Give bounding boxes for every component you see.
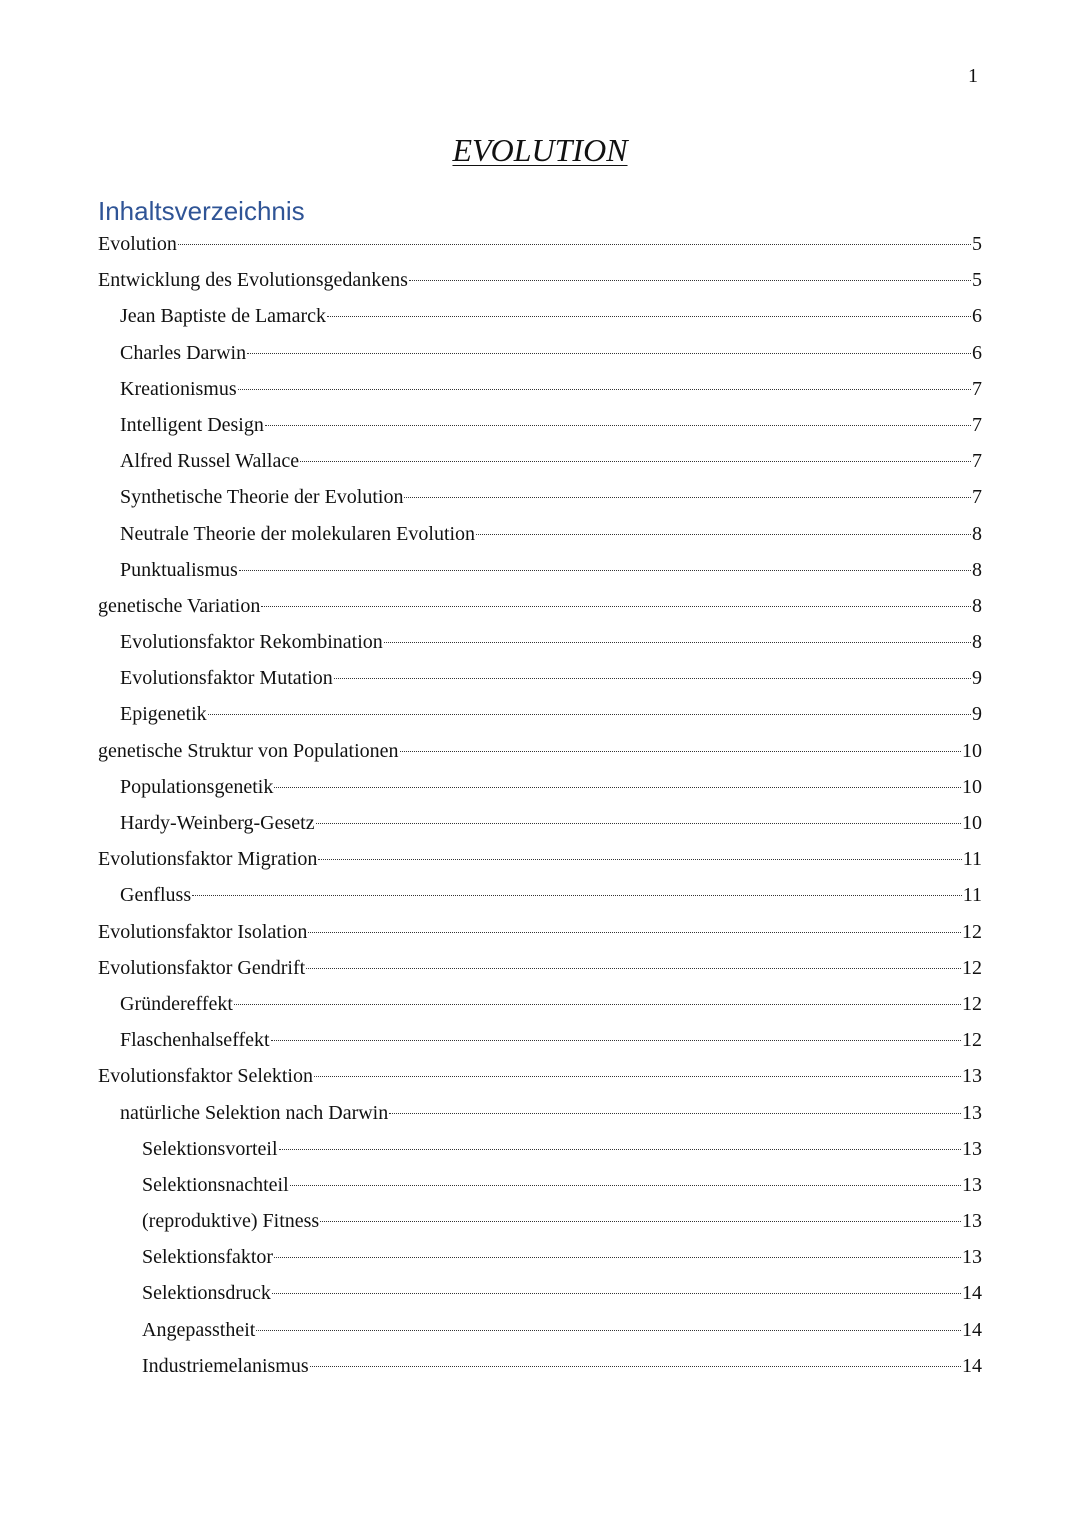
toc-entry[interactable] [98,1058,982,1094]
table-of-contents [98,226,982,1384]
toc-entry-label: Industriemelanismus [142,1354,309,1377]
toc-entry-page-number: 9 [972,703,982,726]
toc-entry-page-number: 7 [972,486,982,509]
toc-entry-label: Evolutionsfaktor Migration [98,848,318,871]
toc-entry-page-number: 11 [962,848,982,871]
toc-entry-label: natürliche Selektion nach Darwin [120,1101,389,1124]
toc-entry[interactable] [98,1167,982,1203]
toc-entry[interactable] [98,769,982,805]
toc-entry-page-number: 7 [972,450,982,473]
toc-entry-label: Kreationismus [120,377,237,400]
toc-entry[interactable] [98,733,982,769]
dot-leader [265,425,971,426]
toc-entry-label: Selektionsvorteil [142,1137,278,1160]
dot-leader [247,353,971,354]
toc-entry-label: genetische Struktur von Populationen [98,739,399,762]
toc-entry-label: Evolutionsfaktor Gendrift [98,956,306,979]
dot-leader [261,606,971,607]
toc-entry[interactable] [98,986,982,1022]
dot-leader [279,1149,961,1150]
toc-entry-label: Jean Baptiste de Lamarck [120,305,327,328]
toc-entry[interactable] [98,226,982,262]
toc-entry-label: Intelligent Design [120,413,264,436]
dot-leader [318,859,961,860]
dot-leader [239,570,971,571]
toc-entry-label: Alfred Russel Wallace [120,450,300,473]
toc-entry-page-number: 10 [962,739,982,762]
dot-leader [314,1076,961,1077]
toc-entry[interactable] [98,660,982,696]
toc-entry-page-number: 7 [972,413,982,436]
dot-leader [306,968,961,969]
toc-entry-label: Selektionsdruck [142,1282,271,1305]
toc-entry-page-number: 13 [962,1101,982,1124]
dot-leader [476,534,971,535]
dot-leader [272,1293,961,1294]
toc-entry[interactable] [98,516,982,552]
toc-entry-page-number: 13 [962,1065,982,1088]
toc-entry-page-number: 8 [972,594,982,617]
toc-entry[interactable] [98,1312,982,1348]
toc-entry-label: genetische Variation [98,594,261,617]
toc-entry[interactable] [98,479,982,515]
dot-leader [310,1366,961,1367]
dot-leader [320,1221,961,1222]
toc-entry-label: Evolutionsfaktor Rekombination [120,631,383,654]
dot-leader [256,1330,961,1331]
page-number: 1 [968,65,978,87]
toc-entry[interactable] [98,1275,982,1311]
toc-entry-label: Hardy-Weinberg-Gesetz [120,812,315,834]
toc-entry-label: Selektionsnachteil [142,1173,289,1196]
toc-entry[interactable] [98,841,982,877]
toc-entry[interactable] [98,262,982,298]
dot-leader [274,787,961,788]
toc-entry[interactable] [98,371,982,407]
toc-entry[interactable] [98,335,982,371]
toc-entry[interactable] [98,1022,982,1058]
toc-entry[interactable] [98,877,982,913]
toc-entry-page-number: 13 [962,1137,982,1160]
toc-entry-page-number: 13 [962,1210,982,1233]
toc-entry[interactable] [98,298,982,334]
dot-leader [334,678,971,679]
toc-entry-page-number: 14 [962,1282,982,1305]
toc-entry-label: Neutrale Theorie der molekularen Evolution [120,522,476,545]
toc-entry[interactable] [98,552,982,588]
toc-entry[interactable] [98,1203,982,1239]
toc-heading: Inhaltsverzeichnis [98,196,305,226]
toc-entry-label: Evolutionsfaktor Selektion [98,1065,313,1088]
dot-leader [327,316,971,317]
toc-entry-page-number: 9 [972,667,982,690]
dot-leader [404,497,971,498]
toc-entry-label: Evolutionsfaktor Mutation [120,667,333,690]
toc-entry-page-number: 6 [972,341,982,364]
toc-entry-page-number: 6 [972,305,982,328]
toc-entry-label: Synthetische Theorie der Evolution [120,486,404,509]
toc-entry-page-number: 12 [962,920,982,943]
toc-entry[interactable] [98,1095,982,1131]
toc-entry-page-number: 14 [962,1318,982,1341]
dot-leader [178,244,971,245]
toc-entry-page-number: 10 [962,812,982,834]
dot-leader [234,1004,961,1005]
toc-entry-page-number: 13 [962,1173,982,1196]
toc-entry-label: (reproduktive) Fitness [142,1210,320,1233]
toc-entry[interactable] [98,1239,982,1275]
dot-leader [400,751,961,752]
dot-leader [300,461,971,462]
toc-entry[interactable] [98,805,982,841]
toc-entry-label: Evolutionsfaktor Isolation [98,920,308,943]
toc-entry-label: Charles Darwin [120,341,247,364]
toc-entry-label: Epigenetik [120,703,207,726]
toc-entry-page-number: 8 [972,631,982,654]
toc-entry-page-number: 12 [962,1029,982,1052]
toc-entry[interactable] [98,407,982,443]
toc-entry-page-number: 5 [972,233,982,255]
toc-entry[interactable] [98,443,982,479]
toc-entry-page-number: 11 [962,884,982,907]
toc-entry-page-number: 13 [962,1246,982,1269]
toc-entry-page-number: 5 [972,269,982,292]
toc-entry-page-number: 8 [972,558,982,581]
dot-leader [308,932,961,933]
toc-entry-label: Angepasstheit [142,1318,256,1341]
toc-entry[interactable] [98,1131,982,1167]
toc-entry-label: Punktualismus [120,558,238,581]
dot-leader [208,714,971,715]
toc-entry-page-number: 8 [972,522,982,545]
toc-entry-label: Gründereffekt [120,992,233,1015]
toc-entry-page-number: 12 [962,956,982,979]
toc-entry-page-number: 12 [962,992,982,1015]
toc-entry-page-number: 14 [962,1354,982,1377]
dot-leader [192,895,962,896]
toc-entry-label: Selektionsfaktor [142,1246,274,1269]
toc-entry[interactable] [98,914,982,950]
dot-leader [389,1113,961,1114]
dot-leader [316,823,961,824]
toc-entry[interactable] [98,1348,982,1384]
dot-leader [238,389,971,390]
toc-entry-page-number: 10 [962,775,982,798]
toc-entry[interactable] [98,588,982,624]
toc-entry-label: Entwicklung des Evolutionsgedankens [98,269,408,292]
toc-entry-label: Evolution [98,233,177,255]
dot-leader [290,1185,961,1186]
toc-entry-label: Genfluss [120,884,192,907]
dot-leader [274,1257,961,1258]
dot-leader [271,1040,961,1041]
toc-entry-label: Populationsgenetik [120,775,274,798]
dot-leader [384,642,971,643]
document-title: EVOLUTION [452,132,628,168]
dot-leader [409,280,971,281]
toc-entry[interactable] [98,696,982,732]
toc-entry-label: Flaschenhalseffekt [120,1029,270,1052]
toc-entry[interactable] [98,950,982,986]
toc-entry-page-number: 7 [972,377,982,400]
toc-entry[interactable] [98,624,982,660]
